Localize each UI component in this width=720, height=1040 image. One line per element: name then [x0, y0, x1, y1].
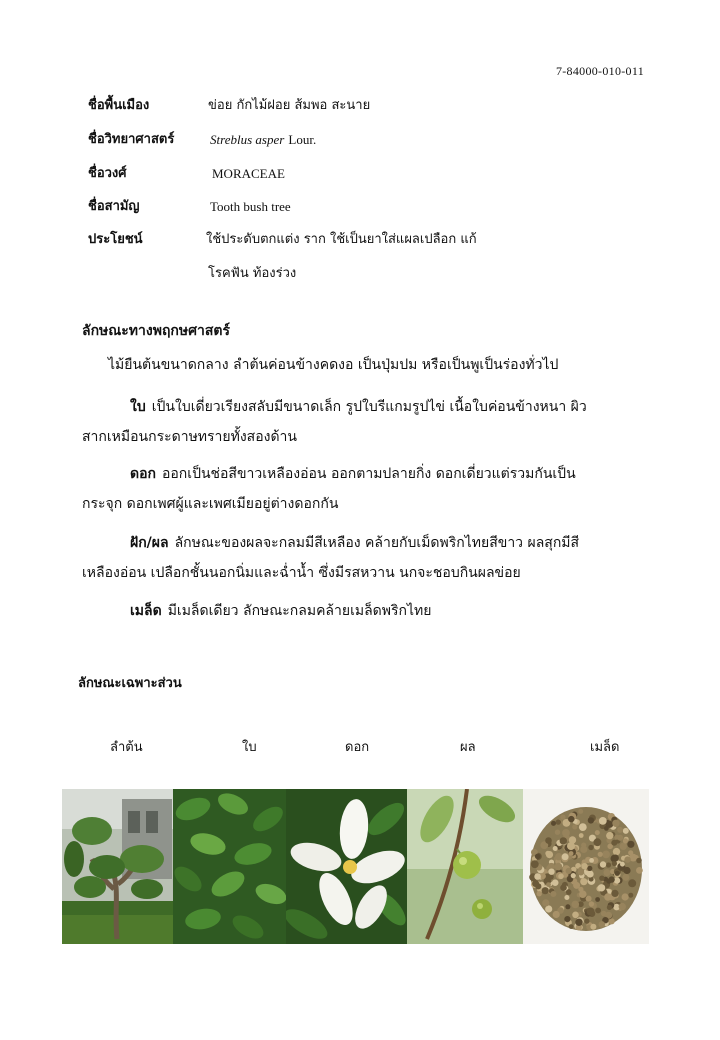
fruit-line1: [82, 528, 638, 558]
part-label-fruit: ผล: [460, 740, 476, 755]
fruit-term: ฝัก/ผล: [130, 535, 169, 551]
family-label: ชื่อวงศ์: [88, 166, 127, 181]
leaf-term: ใบ: [130, 399, 146, 415]
uses-label: ประโยชน์: [88, 232, 143, 247]
local-name-value: ข่อย กักไม้ฝอย ส้มพอ สะนาย: [208, 98, 371, 113]
intro-line: ไม้ยืนต้นขนาดกลาง ลำต้นค่อนข้างคดงอ เป็นปุ่มปม หรือเป็นพูเป็นร่องทั่วไป: [108, 357, 559, 373]
seed-term: เมล็ด: [130, 603, 162, 619]
common-name-label: ชื่อสามัญ: [88, 199, 140, 214]
part-label-flower: ดอก: [345, 740, 370, 755]
leaf-photo: [173, 789, 286, 944]
botany-intro: [82, 350, 638, 380]
uses-value-line1: ใช้ประดับตกแต่ง ราก ใช้เป็นยาใส่แผลเปลือก แก้: [206, 232, 477, 247]
leaf-text1: เป็นใบเดี่ยวเรียงสลับมีขนาดเล็ก รูปใบรีแกมรูปไข่ เนื้อใบค่อนข้างหนา ผิว: [151, 399, 587, 415]
specific-parts-title: ลักษณะเฉพาะส่วน: [78, 676, 182, 691]
seed-text: มีเมล็ดเดียว ลักษณะกลมคล้ายเมล็ดพริกไทย: [167, 603, 432, 619]
flower-term: ดอก: [130, 466, 156, 482]
flower-photo: [286, 789, 407, 944]
part-label-trunk: ลำต้น: [110, 740, 143, 755]
flower-line2: กระจุก ดอกเพศผู้และเพศเมียอยู่ต่างดอกกัน: [82, 496, 339, 512]
uses-value-line2: โรคฟัน ท้องร่วง: [208, 266, 297, 281]
part-label-leaf: ใบ: [242, 740, 257, 755]
fruit-line2: เหลืองอ่อน เปลือกชั้นนอกนิ่มและฉ่ำน้ำ ซึ่งมีรสหวาน นกจะชอบกินผลข่อย: [82, 565, 521, 581]
plant-photo-gallery: [62, 789, 649, 944]
leaf-line2: สากเหมือนกระดาษทรายทั้งสองด้าน: [82, 429, 297, 445]
fruit-photo: [407, 789, 523, 944]
fruit-text1: ลักษณะของผลจะกลมมีสีเหลือง คล้ายกับเม็ดพริกไทยสีขาว ผลสุกมีสี: [174, 535, 580, 551]
leaf-line1: [82, 392, 638, 422]
trunk-photo: [62, 789, 173, 944]
document-code: 7-84000-010-011: [555, 64, 644, 78]
author-citation: Lour.: [288, 132, 317, 147]
local-name-label: ชื่อพื้นเมือง: [88, 98, 150, 113]
family-value: MORACEAE: [212, 166, 285, 181]
scientific-name-value: [210, 131, 316, 150]
leaf-description: [82, 392, 638, 452]
genus-species: Streblus asper: [210, 132, 285, 147]
flower-line1: [82, 459, 638, 489]
flower-text1: ออกเป็นช่อสีขาวเหลืองอ่อน ออกตามปลายกิ่ง ดอกเดี่ยวแต่รวมกันเป็น: [161, 466, 576, 482]
scientific-name-label: ชื่อวิทยาศาสตร์: [88, 132, 175, 147]
fruit-description: [82, 528, 638, 588]
botany-section-title: ลักษณะทางพฤกษศาสตร์: [82, 323, 231, 339]
flower-description: [82, 459, 638, 519]
seed-description: [82, 596, 638, 626]
seed-photo: [523, 789, 649, 944]
seed-line: [82, 596, 638, 626]
part-label-seed: เมล็ด: [590, 740, 620, 755]
common-name-value: Tooth bush tree: [210, 199, 291, 214]
